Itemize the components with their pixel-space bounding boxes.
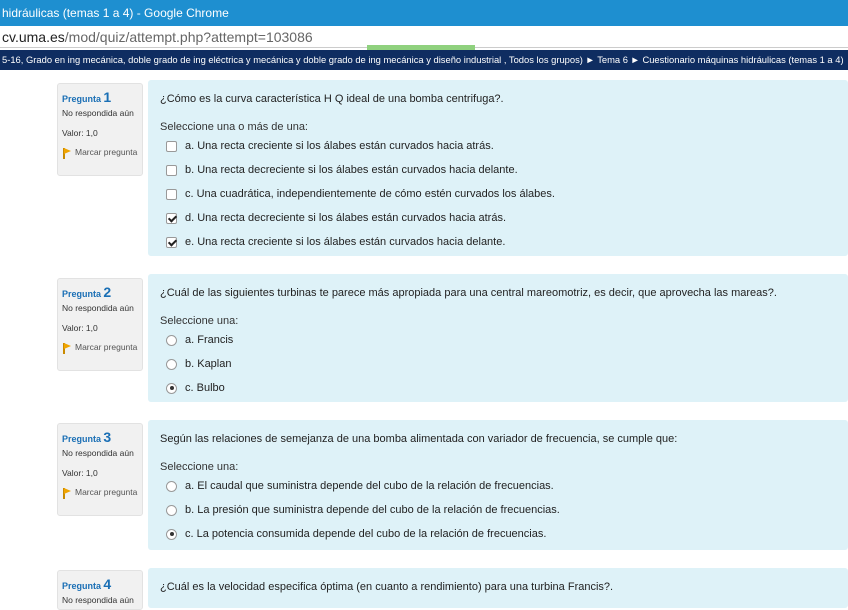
url-path: /mod/quiz/attempt.php?attempt=103086 [64, 29, 313, 45]
question-state: No respondida aún [62, 108, 134, 118]
option-label[interactable]: a. Una recta creciente si los álabes están curvados hacia atrás. [185, 140, 494, 152]
question-info-3 [57, 423, 143, 516]
question-info-1 [57, 83, 143, 176]
breadcrumb [0, 50, 848, 70]
checkbox[interactable] [166, 141, 177, 152]
option-label[interactable]: a. Francis [185, 334, 234, 346]
question-formulation-4 [148, 568, 848, 608]
answer-option[interactable] [160, 498, 836, 522]
question-info-2 [57, 278, 143, 371]
option-label[interactable]: c. Una cuadrática, independientemente de cómo estén curvados los álabes. [185, 188, 555, 200]
question-text: ¿Cuál de las siguientes turbinas te parece más apropiada para una central mareomotriz, es decir, que aprovecha las mareas?. [160, 287, 777, 299]
checkbox[interactable] [166, 189, 177, 200]
quiz-content [0, 70, 848, 605]
url-host: cv.uma.es [2, 29, 65, 45]
flag-question-button[interactable] [62, 147, 138, 159]
question-number: 4 [103, 576, 112, 592]
question-grade: Valor: 1,0 [62, 128, 98, 138]
question-state: No respondida aún [62, 448, 134, 458]
option-label[interactable]: b. Una recta decreciente si los álabes están curvados hacia delante. [185, 164, 518, 176]
question-formulation-2 [148, 274, 848, 402]
radio-button[interactable] [166, 505, 177, 516]
question-label: Pregunta [62, 434, 102, 444]
answer-option[interactable] [160, 182, 836, 206]
flag-question-button[interactable] [62, 487, 138, 499]
checkbox-checked[interactable] [166, 213, 177, 224]
question-number: 1 [103, 89, 112, 105]
flag-icon [62, 148, 72, 159]
radio-button[interactable] [166, 481, 177, 492]
flag-question-button[interactable] [62, 342, 138, 354]
answer-option[interactable] [160, 352, 836, 376]
option-label[interactable]: b. Kaplan [185, 358, 232, 370]
option-label[interactable]: c. La potencia consumida depende del cubo de la relación de frecuencias. [185, 528, 547, 540]
radio-button[interactable] [166, 335, 177, 346]
radio-button-selected[interactable] [166, 529, 177, 540]
question-text: ¿Cómo es la curva característica H Q ideal de una bomba centrifuga?. [160, 93, 504, 105]
window-title: hidráulicas (temas 1 a 4) - Google Chrome [2, 6, 229, 20]
answer-option[interactable] [160, 134, 836, 158]
flag-label: Marcar pregunta [75, 487, 138, 497]
breadcrumb-text: 5-16, Grado en ing mecánica, doble grado de ing eléctrica y mecánica y doble grado de ing mecánica y diseño industrial , Todos los grupos) ► Tema 6 ► Cuestionario máquinas hidráulicas (temas 1 a 4) [2, 54, 844, 65]
checkbox-checked[interactable] [166, 237, 177, 248]
question-number: 3 [103, 429, 112, 445]
answer-option[interactable] [160, 230, 836, 254]
question-text: ¿Cuál es la velocidad especifica óptima (en cuanto a rendimiento) para una turbina Francis?. [160, 581, 614, 593]
question-formulation-1 [148, 80, 848, 256]
option-label[interactable]: b. La presión que suministra depende del cubo de la relación de frecuencias. [185, 504, 560, 516]
answer-prompt: Seleccione una: [160, 315, 239, 327]
question-grade: Valor: 1,0 [62, 468, 98, 478]
flag-label: Marcar pregunta [75, 342, 138, 352]
option-label[interactable]: e. Una recta creciente si los álabes están curvados hacia delante. [185, 236, 506, 248]
option-label[interactable]: a. El caudal que suministra depende del cubo de la relación de frecuencias. [185, 480, 554, 492]
answer-prompt: Seleccione una o más de una: [160, 121, 308, 133]
answer-option[interactable] [160, 206, 836, 230]
radio-button-selected[interactable] [166, 383, 177, 394]
flag-icon [62, 488, 72, 499]
answer-option[interactable] [160, 158, 836, 182]
question-formulation-3 [148, 420, 848, 550]
option-label[interactable]: d. Una recta decreciente si los álabes están curvados hacia atrás. [185, 212, 507, 224]
question-state: No respondida aún [62, 595, 134, 605]
question-number: 2 [103, 284, 112, 300]
answer-option[interactable] [160, 474, 836, 498]
option-label[interactable]: c. Bulbo [185, 382, 225, 394]
question-label: Pregunta [62, 581, 102, 591]
radio-button[interactable] [166, 359, 177, 370]
question-text: Según las relaciones de semejanza de una bomba alimentada con variador de frecuencia, se cumple que: [160, 433, 678, 445]
answer-prompt: Seleccione una: [160, 461, 239, 473]
flag-label: Marcar pregunta [75, 147, 138, 157]
question-info-4 [57, 570, 143, 610]
question-state: No respondida aún [62, 303, 134, 313]
question-grade: Valor: 1,0 [62, 323, 98, 333]
checkbox[interactable] [166, 165, 177, 176]
flag-icon [62, 343, 72, 354]
answer-option[interactable] [160, 376, 836, 400]
window-title-bar [0, 0, 848, 26]
answer-option[interactable] [160, 328, 836, 352]
question-label: Pregunta [62, 94, 102, 104]
answer-option[interactable] [160, 522, 836, 546]
question-label: Pregunta [62, 289, 102, 299]
